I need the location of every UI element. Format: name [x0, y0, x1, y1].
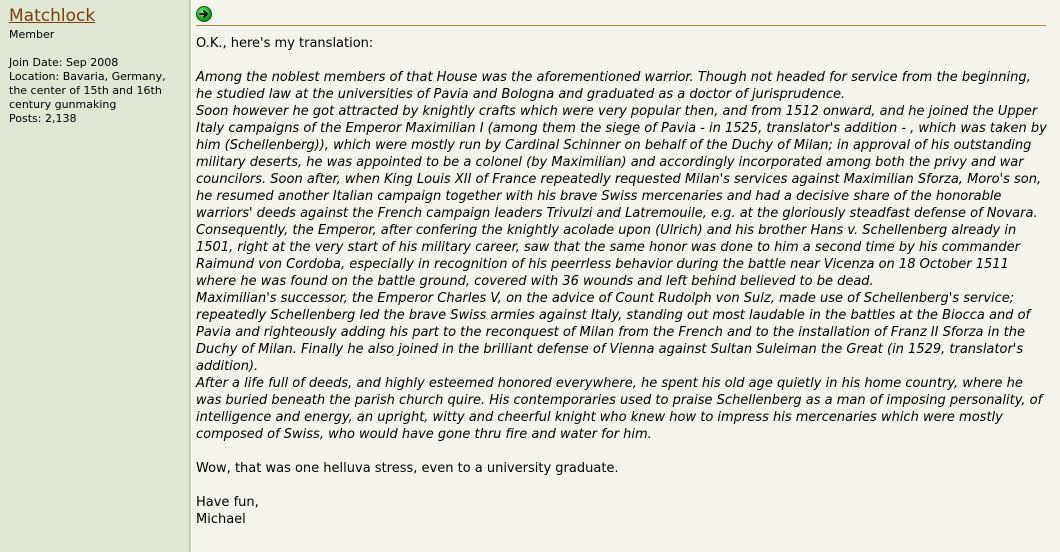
post-comment: Wow, that was one helluva stress, even to a university graduate.	[196, 461, 619, 476]
username-link[interactable]: Matchlock	[9, 6, 96, 26]
user-title: Member	[9, 28, 55, 41]
green-arrow-right-icon[interactable]	[196, 6, 212, 22]
post-header	[196, 5, 1046, 26]
translation-paragraph: Soon however he got attracted by knightly crafts which were very popular then, and from 1512 onward, and he joined the Upper Italy campaigns of the Emperor Maximilian I (among them the siege of Pavia - in 1525, translator's addition - , which was taken by him (Schellenberg)), which were mostly run by Cardinal Schinner on behalf of the Duchy of Milan; in approval of his outstanding military deserts, he was appointed to be a colonel (by Maximilian) and accordingly incorporated among both the privy and war councilors. Soon after, when King Louis XII of France repeatedly requested Milan's services against Maximilian Sforza, Moro's son, he resumed another Italian campaign together with his brave Swiss mercenaries and had a decisive share of the honorable warriors' deeds against the French campaign leaders Trivulzi and Latremouile, e.g. at the gloriously steadfast defense of Novara. Consequently, the Emperor, after confering the knightly acolade upon (Ulrich) and his brother Hans v. Schellenberg already in 1501, right at the very start of his military career, saw that the same honor was done to him a second time by his commander Raimund von Cordoba, especially in recognition of his peerrless behavior during the battle near Vicenza on 18 October 1511 where he was found on the battle ground, covered with 36 wounds and left behind believed to be dead.	[196, 104, 1047, 289]
location-line: century gunmaking	[9, 98, 117, 111]
post-body	[196, 35, 1051, 528]
post-count: Posts: 2,138	[9, 112, 77, 125]
translation-paragraph: After a life full of deeds, and highly esteemed honored everywhere, he spent his old age quietly in his home country, where he was buried beneath the parish church quire. His contemporaries used to praise Schellenberg as a man of imposing personality, of intelligence and energy, an upright, witty and cheerful knight who knew how to impress his mercenaries which were mostly composed of Swiss, who would have gone thru fire and water for him.	[196, 376, 1043, 442]
join-date: Join Date: Sep 2008	[9, 56, 119, 69]
post-signoff: Have fun,	[196, 495, 259, 510]
post-signature: Michael	[196, 512, 246, 527]
translation-paragraph: Among the noblest members of that House was the aforementioned warrior. Though not headed for service from the beginning, he studied law at the universities of Pavia and Bologna and graduated as a doctor of jurisprudence.	[196, 70, 1031, 102]
post-intro: O.K., here's my translation:	[196, 36, 374, 51]
translation-paragraph: Maximilian's successor, the Emperor Charles V, on the advice of Count Rudolph von Sulz, made use of Schellenberg's service; repeatedly Schellenberg led the brave Swiss armies against Italy, standing out most laudable in the battles at the Biocca and of Pavia and righteously adding his part to the reconquest of Milan from the French and to the installation of Franz II Sforza in the Duchy of Milan. Finally he also joined in the brilliant defense of Vienna against Sultan Suleiman the Great (in 1529, translator's addition).	[196, 291, 1031, 374]
user-location	[9, 70, 184, 112]
post-message	[191, 0, 1060, 552]
location-line: Location: Bavaria, Germany,	[9, 70, 166, 83]
location-line: the center of 15th and 16th	[9, 84, 162, 97]
user-info-panel	[0, 0, 190, 552]
